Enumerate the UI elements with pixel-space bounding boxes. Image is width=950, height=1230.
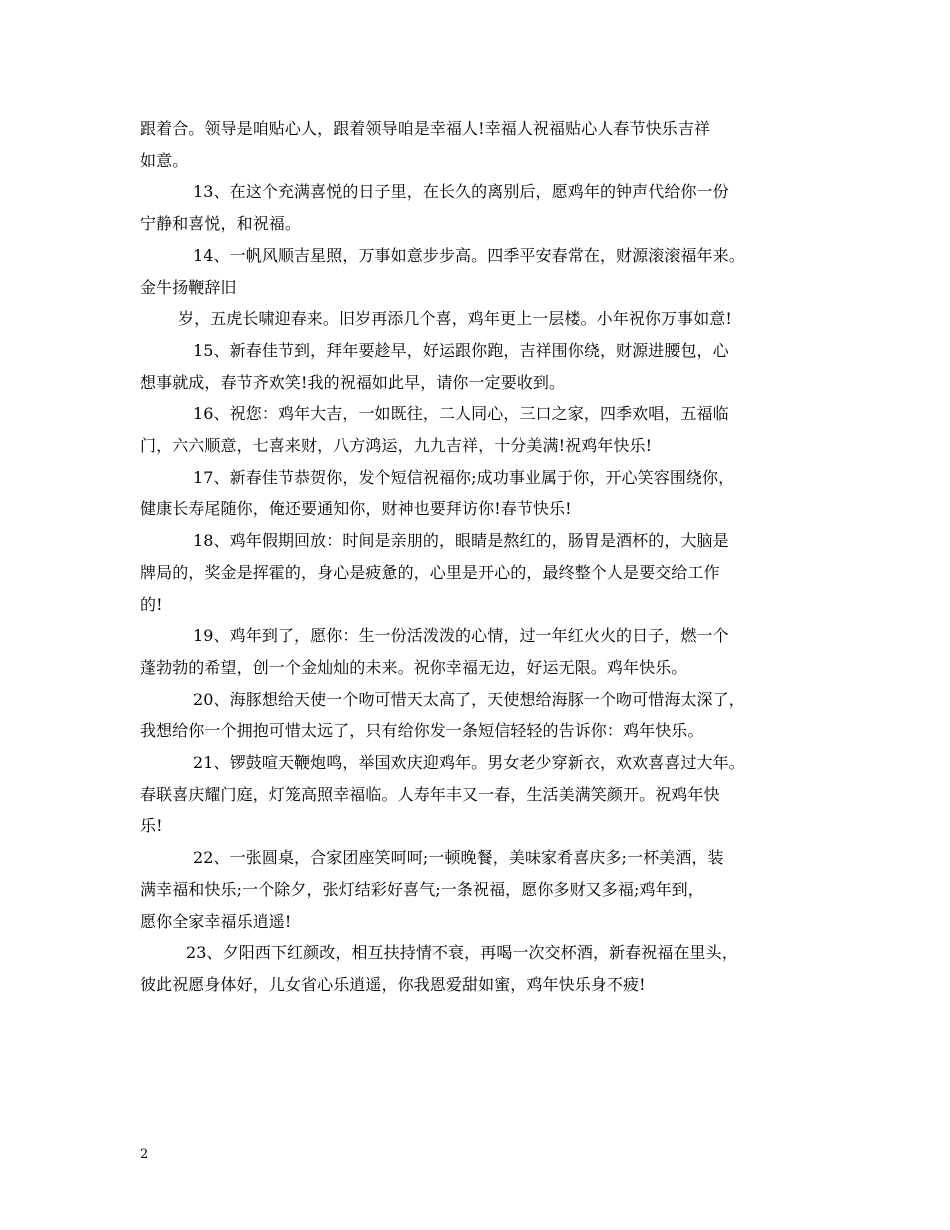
paragraph-18-line-1: 18、鸡年假期回放：时间是亲朋的，眼睛是熬红的，肠胃是酒杯的，大脑是 bbox=[193, 531, 729, 551]
text-line: 跟着合。领导是咱贴心人，跟着领导咱是幸福人!幸福人祝福贴心人春节快乐吉祥 bbox=[140, 119, 711, 138]
text-line: 宁静和喜悦，和祝福。 bbox=[140, 214, 302, 234]
paragraph-13-line-1: 13、在这个充满喜悦的日子里，在长久的离别后，愿鸡年的钟声代给你一份 bbox=[193, 182, 729, 202]
text-line: 岁，五虎长啸迎春来。旧岁再添几个喜，鸡年更上一层楼。小年祝你万事如意! bbox=[178, 309, 732, 329]
page-number: 2 bbox=[140, 1147, 149, 1162]
text-line: 乐! bbox=[140, 816, 163, 836]
text-line: 健康长寿尾随你，俺还要通知你，财神也要拜访你!春节快乐! bbox=[140, 499, 572, 519]
paragraph-15-line-1: 15、新春佳节到，拜年要趁早，好运跟你跑，吉祥围你绕，财源进腰包，心 bbox=[193, 340, 729, 360]
text-line: 我想给你一个拥抱可惜太远了，只有给你发一条短信轻轻的告诉你：鸡年快乐。 bbox=[140, 721, 704, 741]
text-line: 金牛扬鞭辞旧 bbox=[140, 277, 237, 297]
paragraph-22-line-1: 22、一张圆桌，合家团座笑呵呵;一顿晚餐，美味家肴喜庆多;一杯美酒，装 bbox=[193, 848, 724, 868]
document-body bbox=[140, 113, 830, 1001]
text-line: 彼此祝愿身体好，儿女省心乐逍遥，你我恩爱甜如蜜，鸡年快乐身不疲! bbox=[140, 974, 646, 994]
text-line: 门，六六顺意，七喜来财，八方鸿运，九九吉祥，十分美满!祝鸡年快乐! bbox=[140, 436, 653, 456]
paragraph-17-line-1: 17、新春佳节恭贺你，发个短信祝福你;成功事业属于你，开心笑容围绕你， bbox=[193, 467, 735, 487]
paragraph-20-line-1: 20、海豚想给天使一个吻可惜天太高了，天使想给海豚一个吻可惜海太深了， bbox=[193, 689, 745, 709]
text-line: 如意。 bbox=[140, 150, 189, 170]
text-line: 的! bbox=[140, 594, 163, 614]
text-line: 春联喜庆耀门庭，灯笼高照幸福临。人寿年丰又一春，生活美满笑颜开。祝鸡年快 bbox=[140, 784, 720, 804]
text-line: 牌局的，奖金是挥霍的，身心是疲惫的，心里是开心的，最终整个人是要交给工作 bbox=[140, 562, 720, 582]
paragraph-19-line-1: 19、鸡年到了，愿你：生一份活泼泼的心情，过一年红火火的日子，燃一个 bbox=[193, 626, 729, 646]
paragraph-23-line-1: 23、夕阳西下红颜改，相互扶持情不衰，再喝一次交杯酒，新春祝福在里头， bbox=[186, 943, 738, 963]
text-line: 想事就成，春节齐欢笑!我的祝福如此早，请你一定要收到。 bbox=[140, 372, 566, 392]
paragraph-21-line-1: 21、锣鼓喧天鞭炮鸣，举国欢庆迎鸡年。男女老少穿新衣，欢欢喜喜过大年。 bbox=[193, 753, 745, 773]
paragraph-14-line-1: 14、一帆风顺吉星照，万事如意步步高。四季平安春常在，财源滚滚福年来。 bbox=[193, 245, 745, 265]
text-line: 愿你全家幸福乐逍遥! bbox=[140, 911, 292, 931]
text-line: 蓬勃勃的希望，创一个金灿灿的未来。祝你幸福无边，好运无限。鸡年快乐。 bbox=[140, 657, 688, 677]
paragraph-16-line-1: 16、祝您：鸡年大吉，一如既往，二人同心，三口之家，四季欢唱，五福临 bbox=[193, 404, 729, 424]
text-line: 满幸福和快乐;一个除夕，张灯结彩好喜气;一条祝福，愿你多财又多福;鸡年到， bbox=[140, 879, 704, 899]
